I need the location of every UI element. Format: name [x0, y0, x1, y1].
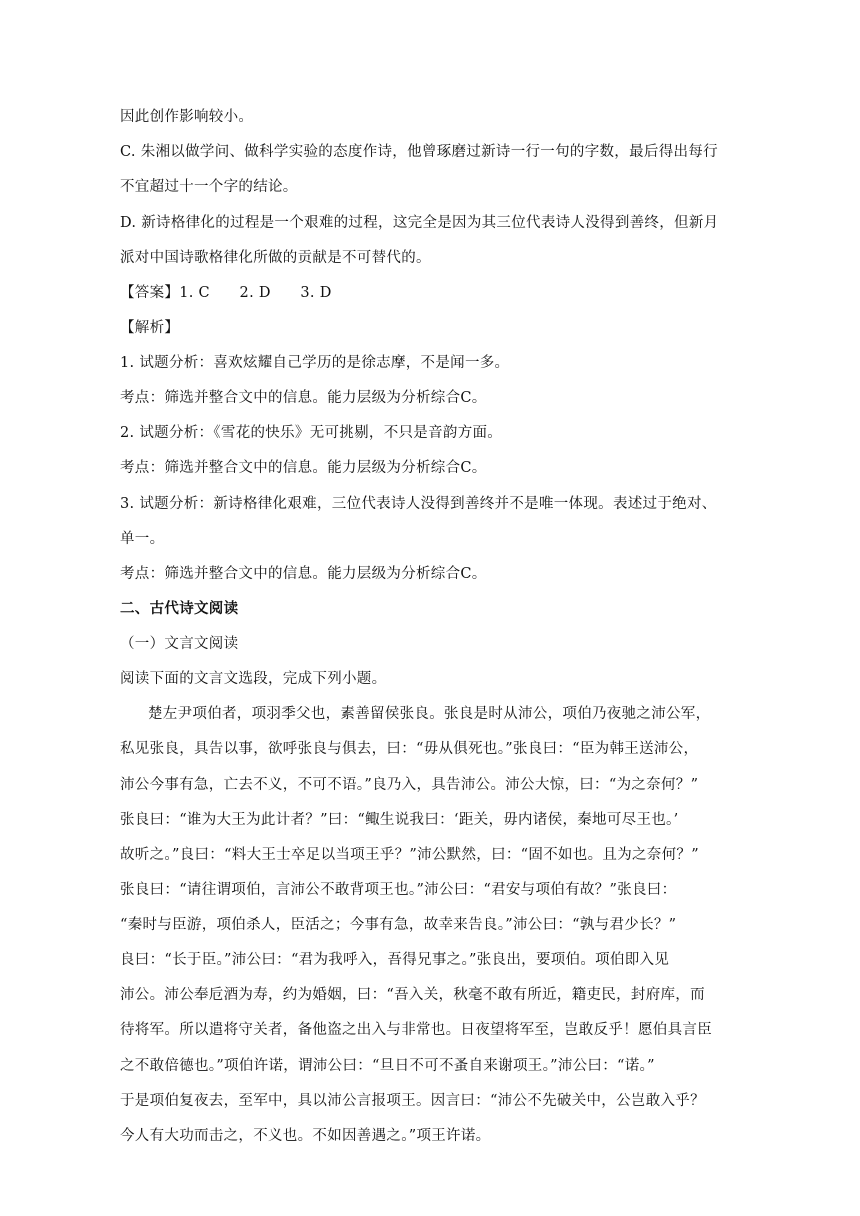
passage-line: 张良曰：“请往谓项伯，言沛公不敢背项王也。”沛公曰：“君安与项伯有故？”张良曰： [120, 882, 677, 898]
passage-line: 沛公。沛公奉卮酒为寿，约为婚姻，曰：“吾入关，秋毫不敢有所近，籍吏民，封府库，而 [120, 987, 705, 1003]
analysis-3-line-1: 3. 试题分析：新诗格律化艰难，三位代表诗人没得到善终并不是唯一体现。表述过于绝对、 [120, 496, 717, 512]
analysis-heading: 【解析】 [120, 320, 180, 336]
passage-line: 楚左尹项伯者，项羽季父也，素善留侯张良。张良是时从沛公，项伯乃夜驰之沛公军， [148, 706, 711, 722]
option-c-line-2: 不宜超过十一个字的结论。 [120, 179, 298, 195]
passage-line: 私见张良，具告以事，欲呼张良与俱去，曰：“毋从俱死也。”张良曰：“臣为韩王送沛公， [120, 741, 699, 757]
analysis-1: 1. 试题分析：喜欢炫耀自己学历的是徐志摩，不是闻一多。 [120, 355, 510, 371]
option-d-line-2: 派对中国诗歌格律化所做的贡献是不可替代的。 [120, 250, 431, 266]
passage-line: 今人有大功而击之，不义也。不如因善遇之。”项王许诺。 [120, 1128, 491, 1144]
passage-line: 故听之。”良曰：“料大王士卒足以当项王乎？”沛公默然，曰：“固不如也。且为之奈何？” [120, 847, 699, 863]
analysis-2: 2. 试题分析：《雪花的快乐》无可挑剔，不只是音韵方面。 [120, 425, 503, 441]
passage-line: 待将军。所以遣将守关者，备他盗之出入与非常也。日夜望将军至，岂敢反乎！愿伯具言臣 [120, 1022, 712, 1038]
option-d-line-1: D. 新诗格律化的过程是一个艰难的过程，这完全是因为其三位代表诗人没得到善终，但新月 [120, 215, 719, 231]
passage-line: 于是项伯复夜去，至军中，具以沛公言报项王。因言曰：“沛公不先破关中，公岂敢入乎？ [120, 1093, 705, 1109]
passage-line: 之不敢倍德也。”项伯许诺，谓沛公曰：“旦日不可不蚤自来谢项王。”沛公曰：“诺。” [120, 1058, 655, 1074]
kaodian-3: 考点：筛选并整合文中的信息。能力层级为分析综合C。 [120, 566, 487, 582]
subsection-heading: （一）文言文阅读 [120, 636, 239, 652]
passage-line: 沛公今事有急，亡去不义，不可不语。”良乃入，具告沛公。沛公大惊，曰：“为之奈何？” [120, 777, 699, 793]
section-heading: 二、古代诗文阅读 [120, 600, 239, 617]
passage-line: “秦时与臣游，项伯杀人，臣活之；今事有急，故幸来告良。”沛公曰：“孰与君少长？” [120, 917, 677, 933]
passage-line: 良曰：“长于臣。”沛公曰：“君为我呼入，吾得兄事之。”张良出，要项伯。项伯即入见 [120, 952, 670, 968]
analysis-3-line-2: 单一。 [120, 531, 165, 547]
text-line: 因此创作影响较小。 [120, 109, 254, 125]
option-c-line-1: C. 朱湘以做学问、做科学实验的态度作诗，他曾琢磨过新诗一行一句的字数，最后得出每行 [120, 144, 718, 160]
answer-line: 【答案】1. C 2. D 3. D [120, 285, 332, 301]
kaodian-2: 考点：筛选并整合文中的信息。能力层级为分析综合C。 [120, 460, 487, 476]
instruction-line: 阅读下面的文言文选段，完成下列小题。 [120, 671, 387, 687]
kaodian-1: 考点：筛选并整合文中的信息。能力层级为分析综合C。 [120, 390, 487, 406]
passage-line: 张良曰：“谁为大王为此计者？”曰：“鲰生说我曰：‘距关，毋内诸侯，秦地可尽王也。’ [120, 812, 679, 828]
